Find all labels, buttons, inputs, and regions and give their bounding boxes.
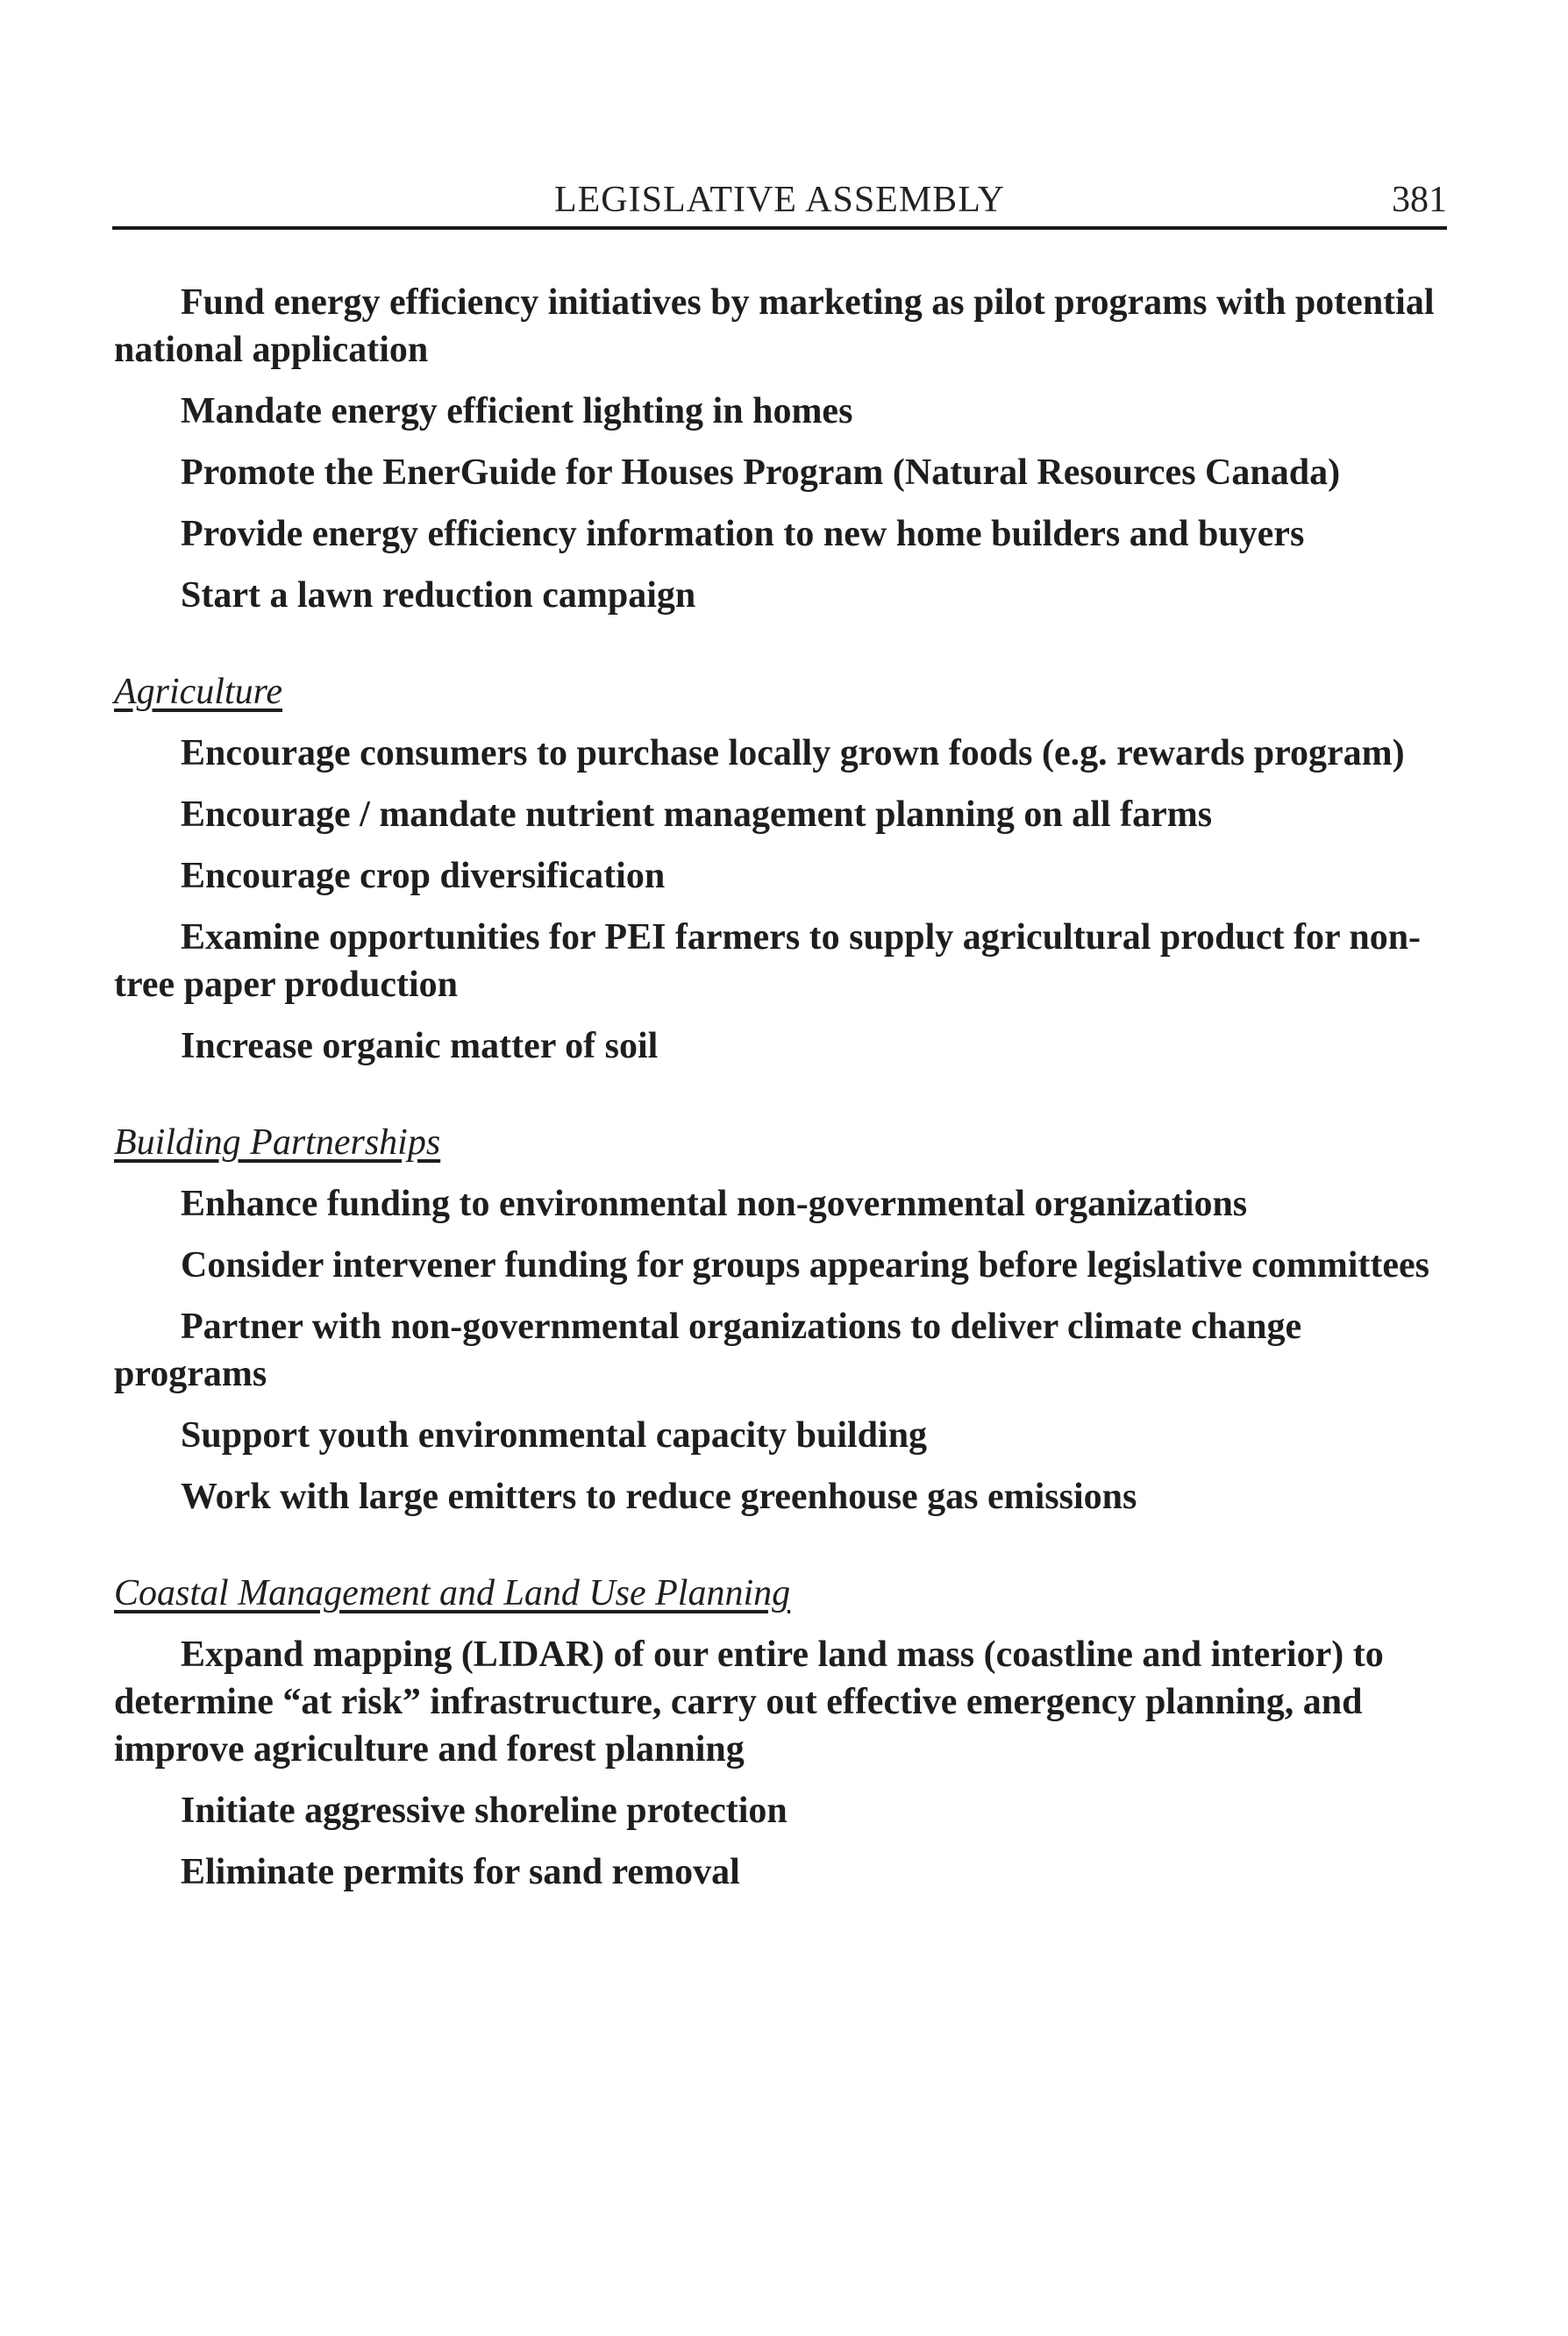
list-item: Encourage / mandate nutrient management planning on all farms xyxy=(181,794,1213,835)
running-title: LEGISLATIVE ASSEMBLY xyxy=(554,180,1005,220)
section-heading: Coastal Management and Land Use Planning xyxy=(114,1573,791,1613)
list-item: Encourage crop diversification xyxy=(181,856,666,896)
list-item: Examine opportunities for PEI farmers to supply agricultural product for non-tree paper production xyxy=(114,917,1422,1005)
list-item: Eliminate permits for sand removal xyxy=(181,1852,740,1892)
section-heading: Building Partnerships xyxy=(114,1122,441,1163)
list-item: Encourage consumers to purchase locally grown foods (e.g. rewards program) xyxy=(181,733,1405,773)
list-item: Promote the EnerGuide for Houses Program (Natural Resources Canada) xyxy=(181,452,1341,493)
list-item: Support youth environmental capacity building xyxy=(181,1415,928,1456)
intro-list xyxy=(114,279,1447,619)
list-item: Fund energy efficiency initiatives by marketing as pilot programs with potential national application xyxy=(114,282,1435,370)
list-item: Start a lawn reduction campaign xyxy=(181,575,696,616)
list-item: Provide energy efficiency information to new home builders and buyers xyxy=(181,514,1305,554)
page-header xyxy=(112,174,1447,230)
section-coastal-management xyxy=(114,1570,1447,1896)
list-item: Work with large emitters to reduce greenhouse gas emissions xyxy=(181,1477,1137,1517)
section-building-partnerships xyxy=(114,1119,1447,1521)
list-item: Mandate energy efficient lighting in homes xyxy=(181,391,853,431)
page-body xyxy=(114,279,1447,1910)
list-item: Initiate aggressive shoreline protection xyxy=(181,1791,788,1831)
list-item: Consider intervener funding for groups appearing before legislative committees xyxy=(181,1245,1430,1286)
page-number: 381 xyxy=(1392,180,1447,220)
list-item: Partner with non-governmental organizations to deliver climate change programs xyxy=(114,1307,1302,1394)
section-heading: Agriculture xyxy=(114,672,283,712)
list-item: Enhance funding to environmental non-governmental organizations xyxy=(181,1184,1248,1224)
section-agriculture xyxy=(114,668,1447,1070)
list-item: Expand mapping (LIDAR) of our entire land mass (coastline and interior) to determine “at risk” infrastructure, carry out effective emergency planning, and improve agriculture and forest planning xyxy=(114,1634,1384,1770)
list-item: Increase organic matter of soil xyxy=(181,1026,659,1066)
